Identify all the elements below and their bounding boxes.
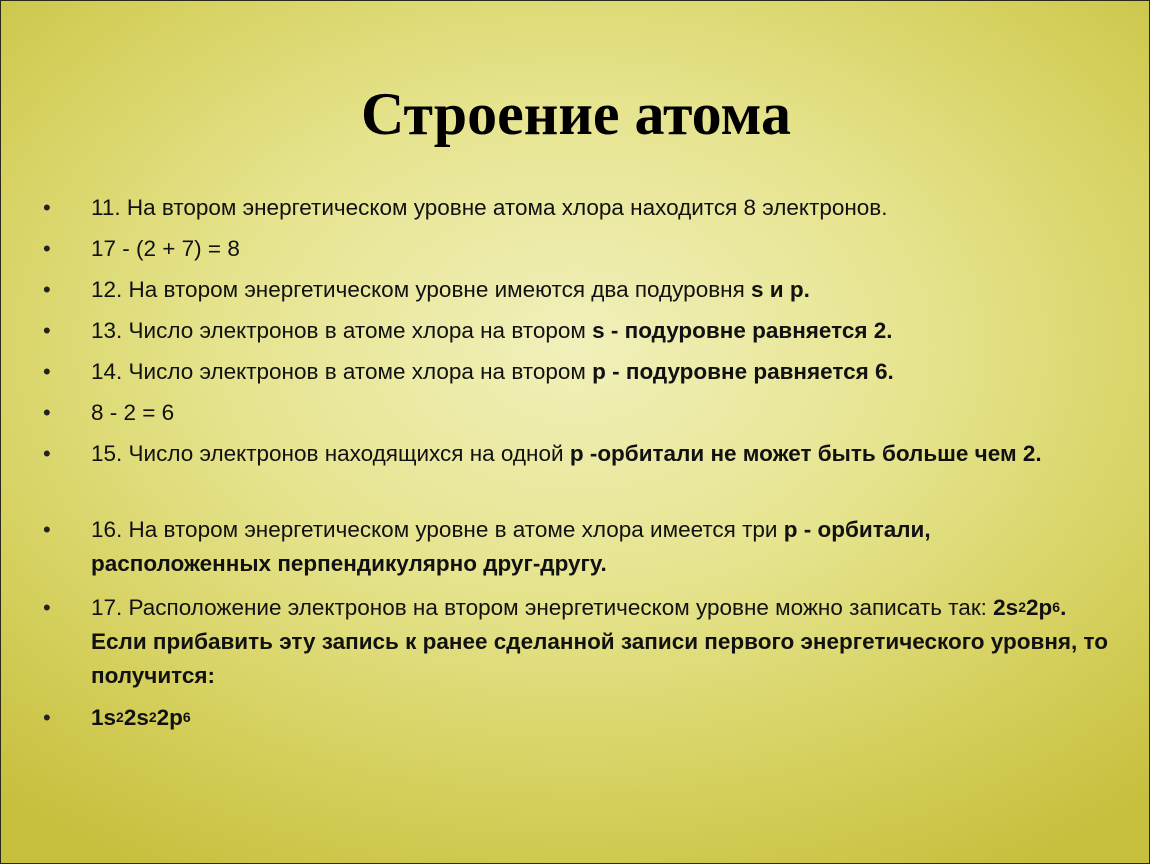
formula-superscript: 6	[1052, 599, 1061, 615]
item-text: 12. На втором энергетическом уровне имеются два подуровня	[91, 277, 752, 302]
bullet-icon: •	[43, 236, 51, 261]
item-text: 8 - 2 = 6	[91, 400, 175, 425]
list-item	[43, 513, 1111, 581]
item-bold-text: p - орбитали, расположенных перпендикулярно друг-другу.	[91, 517, 931, 576]
item-bold-text: p - подуровне равняется 6.	[592, 359, 894, 384]
list-item	[43, 273, 1111, 307]
item-text: 16. На втором энергетическом уровне в атоме хлора имеется три	[91, 517, 784, 542]
formula-superscript: 2	[148, 709, 157, 725]
bullet-icon: •	[43, 441, 51, 466]
list-item	[43, 701, 1111, 735]
item-text: 17 - (2 + 7) = 8	[91, 236, 240, 261]
formula	[993, 595, 1060, 620]
item-bold-text: p -орбитали не может быть больше чем 2.	[569, 441, 1042, 466]
list-item	[43, 232, 1111, 266]
item-bold-text: s - подуровне равняется 2.	[592, 318, 893, 343]
list-item	[43, 191, 1111, 225]
item-text: 17. Расположение электронов на втором энергетическом уровне можно записать так:	[91, 595, 994, 620]
item-bold-text: . Если прибавить эту запись к ранее сделанной записи первого энергетического уровня, то получится:	[91, 595, 1109, 688]
bullet-icon: •	[43, 517, 51, 542]
list-item	[43, 396, 1111, 430]
bullet-icon: •	[43, 400, 51, 425]
bullet-list	[1, 1, 1150, 865]
item-text: 11. На втором энергетическом уровне атома хлора находится 8 электронов.	[91, 195, 888, 220]
list-item	[43, 355, 1111, 389]
formula-part: 1s	[91, 705, 117, 730]
item-text: 15. Число электронов находящихся на одной	[91, 441, 570, 466]
list-item	[43, 314, 1111, 348]
formula-part: 2p	[1026, 595, 1053, 620]
formula-part: 2s	[993, 595, 1019, 620]
bullet-icon: •	[43, 318, 51, 343]
list-item	[43, 591, 1111, 693]
formula-part: 2p	[156, 705, 183, 730]
bullet-icon: •	[43, 595, 51, 620]
bullet-icon: •	[43, 195, 51, 220]
formula-superscript: 6	[182, 709, 191, 725]
slide-title: Строение атома	[361, 81, 791, 147]
bullet-icon: •	[43, 705, 51, 730]
formula-superscript: 2	[116, 709, 124, 725]
formula-superscript: 2	[1018, 599, 1026, 615]
item-text: 13. Число электронов в атоме хлора на втором	[91, 318, 593, 343]
bullet-icon: •	[43, 277, 51, 302]
formula-part: 2s	[123, 705, 149, 730]
list-item	[43, 437, 1111, 471]
item-text: 14. Число электронов в атоме хлора на втором	[91, 359, 593, 384]
item-bold-text: s и p.	[751, 277, 810, 302]
bullet-icon: •	[43, 359, 51, 384]
formula	[91, 705, 191, 730]
